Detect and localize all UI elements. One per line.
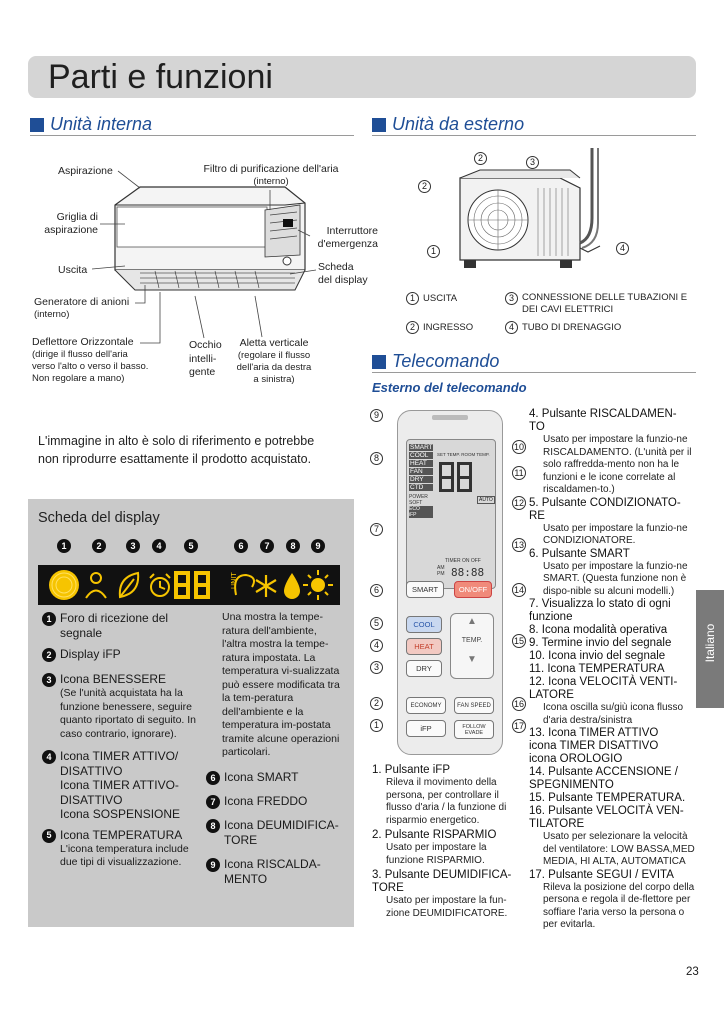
lcd-mode-list: SMART COOL HEAT FAN DRY CTD POWER SOFT ECO iFP	[409, 444, 433, 518]
drop-icon	[284, 573, 300, 599]
display-num: 2	[92, 539, 106, 553]
disclaimer-text: L'immagine in alto è solo di riferimento e potrebbe non riprodurre esattamente il prodotto acquistato.	[38, 434, 315, 466]
lcd-temp-labels: SET TEMP. ROOM TEMP.	[437, 452, 490, 457]
heat-button[interactable]: HEAT	[406, 638, 442, 655]
timer-icon	[150, 574, 170, 596]
economy-button[interactable]: ECONOMY	[406, 697, 446, 714]
display-item-5: 5 Icona TEMPERATURA	[42, 828, 207, 843]
remote-lcd	[406, 439, 496, 589]
snowflake-icon	[256, 575, 276, 597]
display-numbers	[0, 539, 354, 555]
remote-control	[397, 410, 503, 755]
outdoor-callout-2b: 2	[418, 180, 431, 193]
sun-icon	[303, 570, 333, 600]
lcd-timer: TIMER ON OFF	[445, 558, 481, 564]
outdoor-callout-4: 4	[616, 242, 629, 255]
remote-emitter	[432, 415, 468, 420]
display-icons	[38, 565, 340, 605]
indoor-heading: Unità interna	[30, 114, 152, 135]
remote-list-left: 1. Pulsante iFP Rileva il movimento della persona, per controllare il flusso d'aria / la funzione di risparmio energetico. 2. Pulsante RISPARMIO Usato per impostare la funzione RISPARMIO. 3. Pulsante DEUMIDIFICA- TORE Usato per impostare la fun-zione DEUMIDIFICATORE.	[372, 764, 512, 919]
label-generatore: Generatore di anioni (interno)	[34, 296, 130, 320]
outdoor-legend-1: 1 USCITA	[406, 292, 457, 305]
display-panel-heading: Scheda del display	[38, 510, 160, 526]
display-strip	[38, 565, 340, 605]
temperature-digits-icon	[174, 571, 238, 599]
temp-label: TEMP.	[461, 637, 483, 644]
outdoor-callout-3: 3	[526, 156, 539, 169]
display-items-left	[42, 611, 207, 870]
lcd-ampm: AM PM	[437, 565, 445, 577]
outdoor-callout-2a: 2	[474, 152, 487, 165]
display-item-1: 1 Foro di ricezione del segnale	[42, 611, 207, 641]
fan-speed-button[interactable]: FAN SPEED	[454, 697, 494, 714]
smart-button[interactable]: SMART	[406, 581, 444, 598]
signal-receiver-icon	[49, 570, 79, 600]
remote-subheading: Esterno del telecomando	[372, 380, 527, 395]
display-num: 4	[152, 539, 166, 553]
display-item-3: 3 Icona BENESSERE	[42, 672, 207, 687]
page-number: 23	[686, 966, 699, 978]
ifp-button[interactable]: iFP	[406, 720, 446, 737]
person-icon	[86, 573, 106, 598]
display-item-5-desc: L'icona temperatura include due tipi di visualizzazione.	[60, 842, 189, 868]
display-num: 7	[260, 539, 274, 553]
display-num: 8	[286, 539, 300, 553]
outdoor-rule	[372, 135, 696, 136]
label-occhio: Occhio intelli- gente	[189, 339, 222, 378]
display-num: 9	[311, 539, 325, 553]
remote-list-right: 4. Pulsante RISCALDAMEN- TO Usato per impostare la funzio-ne RISCALDAMENTO. (L'unità per il solo raffredda-mento non ha le funzioni e le icone correlate al riscaldamen-to.) 5. Pulsante CONDIZIONATO- RE Usato per impostare la funzio-ne CONDIZIONATORE. 6. Pulsante SMART Usato per impostare la funzio-ne SMART. (Questa funzione non è dispo-nible su alcuni modelli.) 7. Visualizza lo stato di ogni funzione 8. Icona modalità operativa 9. Termine invio del segnale 10. Icona invio del segnale 11. Icona TEMPERATURA 12. Icona VELOCITÀ VENTI- LATORE Icona oscilla su/giù icona flusso d'aria destra/sinistra 13. Icona TIMER ATTIVO icona TIMER DISATTIVO icona OROLOGIO 14. Pulsante ACCENSIONE / SPEGNIMENTO 15. Pulsante TEMPERATURA. 16. Pulsante VELOCITÀ VEN- TILATORE Usato per selezionare la velocità del ventilatore: LOW BASSA,MED MEDIA, HI ALTA, AUTOMATICA 17. Pulsante SEGUI / EVITA Rileva la posizione del corpo della persona e regola il de-flettore per soffiare l'aria verso la persona o per evitarla.	[529, 408, 695, 930]
label-scheda: Scheda del display	[318, 261, 368, 286]
temp-down-icon[interactable]: ▼	[467, 654, 477, 665]
cool-button[interactable]: COOL	[406, 616, 442, 633]
lcd-auto: AUTO	[479, 497, 493, 503]
language-tab-label: Italiano	[703, 623, 717, 663]
page-title: Parti e funzioni	[48, 58, 273, 96]
leaf-icon	[120, 573, 138, 597]
label-griglia: Griglia di aspirazione	[44, 211, 98, 236]
display-item-4: 4 Icona TIMER ATTIVO/ DISATTIVO Icona TIMER ATTIVO-DISATTIVO Icona SOSPENSIONE	[42, 749, 207, 822]
outdoor-legend-3: 3 CONNESSIONE DELLE TUBAZIONI E DEI CAVI ELETTRICI	[505, 292, 695, 316]
display-num: 3	[126, 539, 140, 553]
label-aletta: Aletta verticale (regolare il flusso dell'aria da destra a sinistra)	[236, 337, 312, 385]
outdoor-legend-2: 2 INGRESSO	[406, 321, 473, 334]
outdoor-callout-1: 1	[427, 245, 440, 258]
onoff-button[interactable]: ON/OFF	[454, 581, 492, 598]
lcd-clock: 88:88	[451, 566, 485, 579]
lcd-digits	[437, 460, 493, 500]
outdoor-legend-4: 4 TUBO DI DRENAGGIO	[505, 321, 621, 334]
label-uscita: Uscita	[58, 264, 88, 276]
display-num: 6	[234, 539, 248, 553]
display-items-right	[206, 770, 351, 887]
outdoor-unit-illustration	[420, 148, 610, 278]
display-item-3-desc: (Se l'unità acquistata ha la funzione benessere, seguire quanto riportato di seguito. In caso contrario, ignorare).	[60, 687, 197, 740]
display-item-9: 9 Icona RISCALDA-MENTO	[206, 857, 351, 887]
dry-button[interactable]: DRY	[406, 660, 442, 677]
svg-text:UNIT: UNIT	[230, 572, 238, 589]
display-item-7: 7 Icona FREDDO	[206, 794, 351, 809]
temp-up-icon[interactable]: ▲	[467, 616, 477, 627]
remote-heading: Telecomando	[372, 351, 499, 372]
display-num: 1	[57, 539, 71, 553]
label-deflettore: Deflettore Orizzontale (dirige il flusso dell'aria verso l'alto o verso il basso. Non regolare a mano)	[32, 336, 149, 384]
outdoor-heading: Unità da esterno	[372, 114, 524, 135]
heading-square-icon	[372, 355, 386, 369]
remote-rule	[372, 372, 696, 373]
display-num: 5	[184, 539, 198, 553]
follow-evade-button[interactable]: FOLLOW EVADE	[454, 720, 494, 739]
display-item-2: 2 Display iFP	[42, 647, 207, 662]
temp-note: Una mostra la tempe-ratura dell'ambiente, l'altra mostra la tempe-ratura impostata. La temperatura vi-sualizzata può essere modificata tra la tem-peratura dell'ambiente e la temperatura im-postata tramite alcune operazioni particolari.	[222, 611, 340, 758]
label-interruttore: Interruttore d'emergenza	[317, 225, 378, 250]
label-aspirazione: Aspirazione	[58, 165, 113, 177]
display-item-8: 8 Icona DEUMIDIFICA-TORE	[206, 818, 351, 848]
display-item-6: 6 Icona SMART	[206, 770, 351, 785]
temp-rocker[interactable]	[450, 613, 494, 679]
indoor-leader-lines	[0, 0, 400, 400]
label-filtro: Filtro di purificazione dell'aria (interno)	[203, 163, 339, 187]
